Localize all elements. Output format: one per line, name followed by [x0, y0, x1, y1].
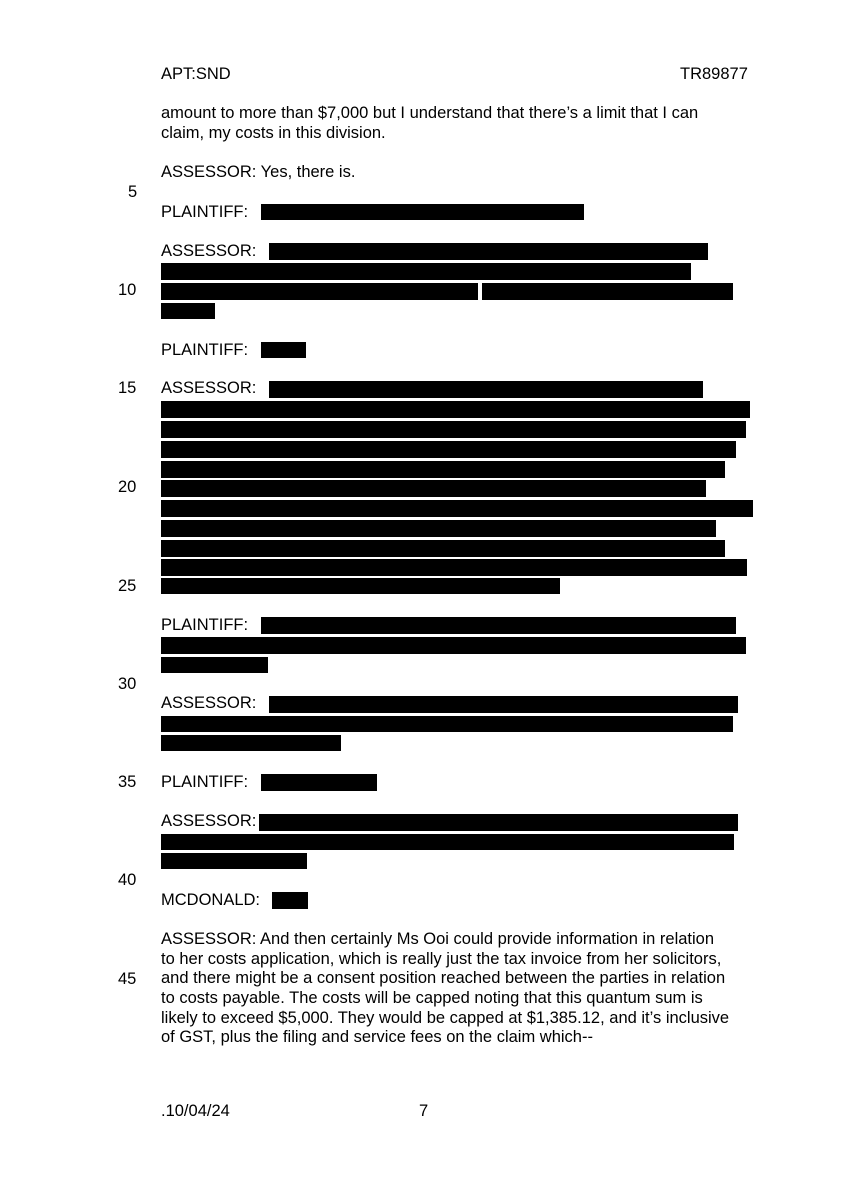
transcript-line: to costs payable. The costs will be capped noting that this quantum sum is: [161, 989, 703, 1007]
header-transcript-number: TR89877: [680, 65, 748, 83]
line-number-15: 15: [118, 379, 137, 397]
redaction-block: [161, 735, 341, 751]
speaker-plaintiff: PLAINTIFF:: [161, 341, 249, 359]
line-number-20: 20: [118, 478, 137, 496]
redaction-block: [161, 441, 736, 458]
redaction-block: [269, 243, 708, 260]
speaker-mcdonald: MCDONALD:: [161, 891, 261, 909]
redaction-block: [259, 814, 738, 831]
line-number-35: 35: [118, 773, 137, 791]
redaction-block: [161, 559, 747, 576]
redaction-block: [161, 263, 691, 280]
transcript-line: ASSESSOR: And then certainly Ms Ooi could provide information in relation: [161, 930, 715, 948]
speaker-assessor: ASSESSOR: Yes, there is.: [161, 163, 356, 181]
speaker-assessor: ASSESSOR:: [161, 379, 257, 397]
speaker-plaintiff: PLAINTIFF:: [161, 616, 249, 634]
redaction-block: [161, 303, 215, 319]
footer-date: .10/04/24: [161, 1102, 230, 1120]
redaction-block: [261, 204, 584, 220]
redaction-block: [261, 342, 306, 358]
redaction-block: [261, 617, 736, 634]
line-number-40: 40: [118, 871, 137, 889]
redaction-block: [161, 461, 725, 478]
line-number-25: 25: [118, 577, 137, 595]
transcript-line: claim, my costs in this division.: [161, 124, 386, 142]
redaction-block: [269, 381, 703, 398]
speaker-assessor: ASSESSOR:: [161, 812, 257, 830]
transcript-line: of GST, plus the filing and service fees on the claim which--: [161, 1028, 593, 1046]
redaction-block: [261, 774, 377, 791]
speaker-assessor: ASSESSOR:: [161, 242, 257, 260]
line-number-10: 10: [118, 281, 137, 299]
page-number: 7: [419, 1102, 429, 1120]
redaction-block: [161, 480, 706, 497]
header-reference: APT:SND: [161, 65, 231, 83]
line-number-45: 45: [118, 970, 137, 988]
redaction-block: [161, 421, 746, 438]
transcript-line: to her costs application, which is really just the tax invoice from her solicitors,: [161, 950, 722, 968]
transcript-line: likely to exceed $5,000. They would be capped at $1,385.12, and it’s inclusive: [161, 1009, 730, 1027]
redaction-block: [161, 401, 750, 418]
redaction-block: [161, 520, 716, 537]
redaction-block: [161, 834, 734, 850]
redaction-block: [161, 283, 478, 300]
redaction-block: [161, 853, 307, 869]
redaction-block: [272, 892, 308, 909]
speaker-assessor: ASSESSOR:: [161, 694, 257, 712]
redaction-block: [161, 716, 733, 732]
redaction-block: [161, 500, 753, 517]
redaction-block: [269, 696, 738, 713]
transcript-line: amount to more than $7,000 but I understand that there’s a limit that I can: [161, 104, 699, 122]
redaction-block: [161, 578, 560, 594]
redaction-block: [161, 657, 268, 673]
transcript-line: and there might be a consent position reached between the parties in relation: [161, 969, 726, 987]
redaction-block: [482, 283, 733, 300]
line-number-5: 5: [128, 183, 138, 201]
redaction-block: [161, 540, 725, 557]
line-number-30: 30: [118, 675, 137, 693]
speaker-plaintiff: PLAINTIFF:: [161, 203, 249, 221]
speaker-plaintiff: PLAINTIFF:: [161, 773, 249, 791]
redaction-block: [161, 637, 746, 654]
